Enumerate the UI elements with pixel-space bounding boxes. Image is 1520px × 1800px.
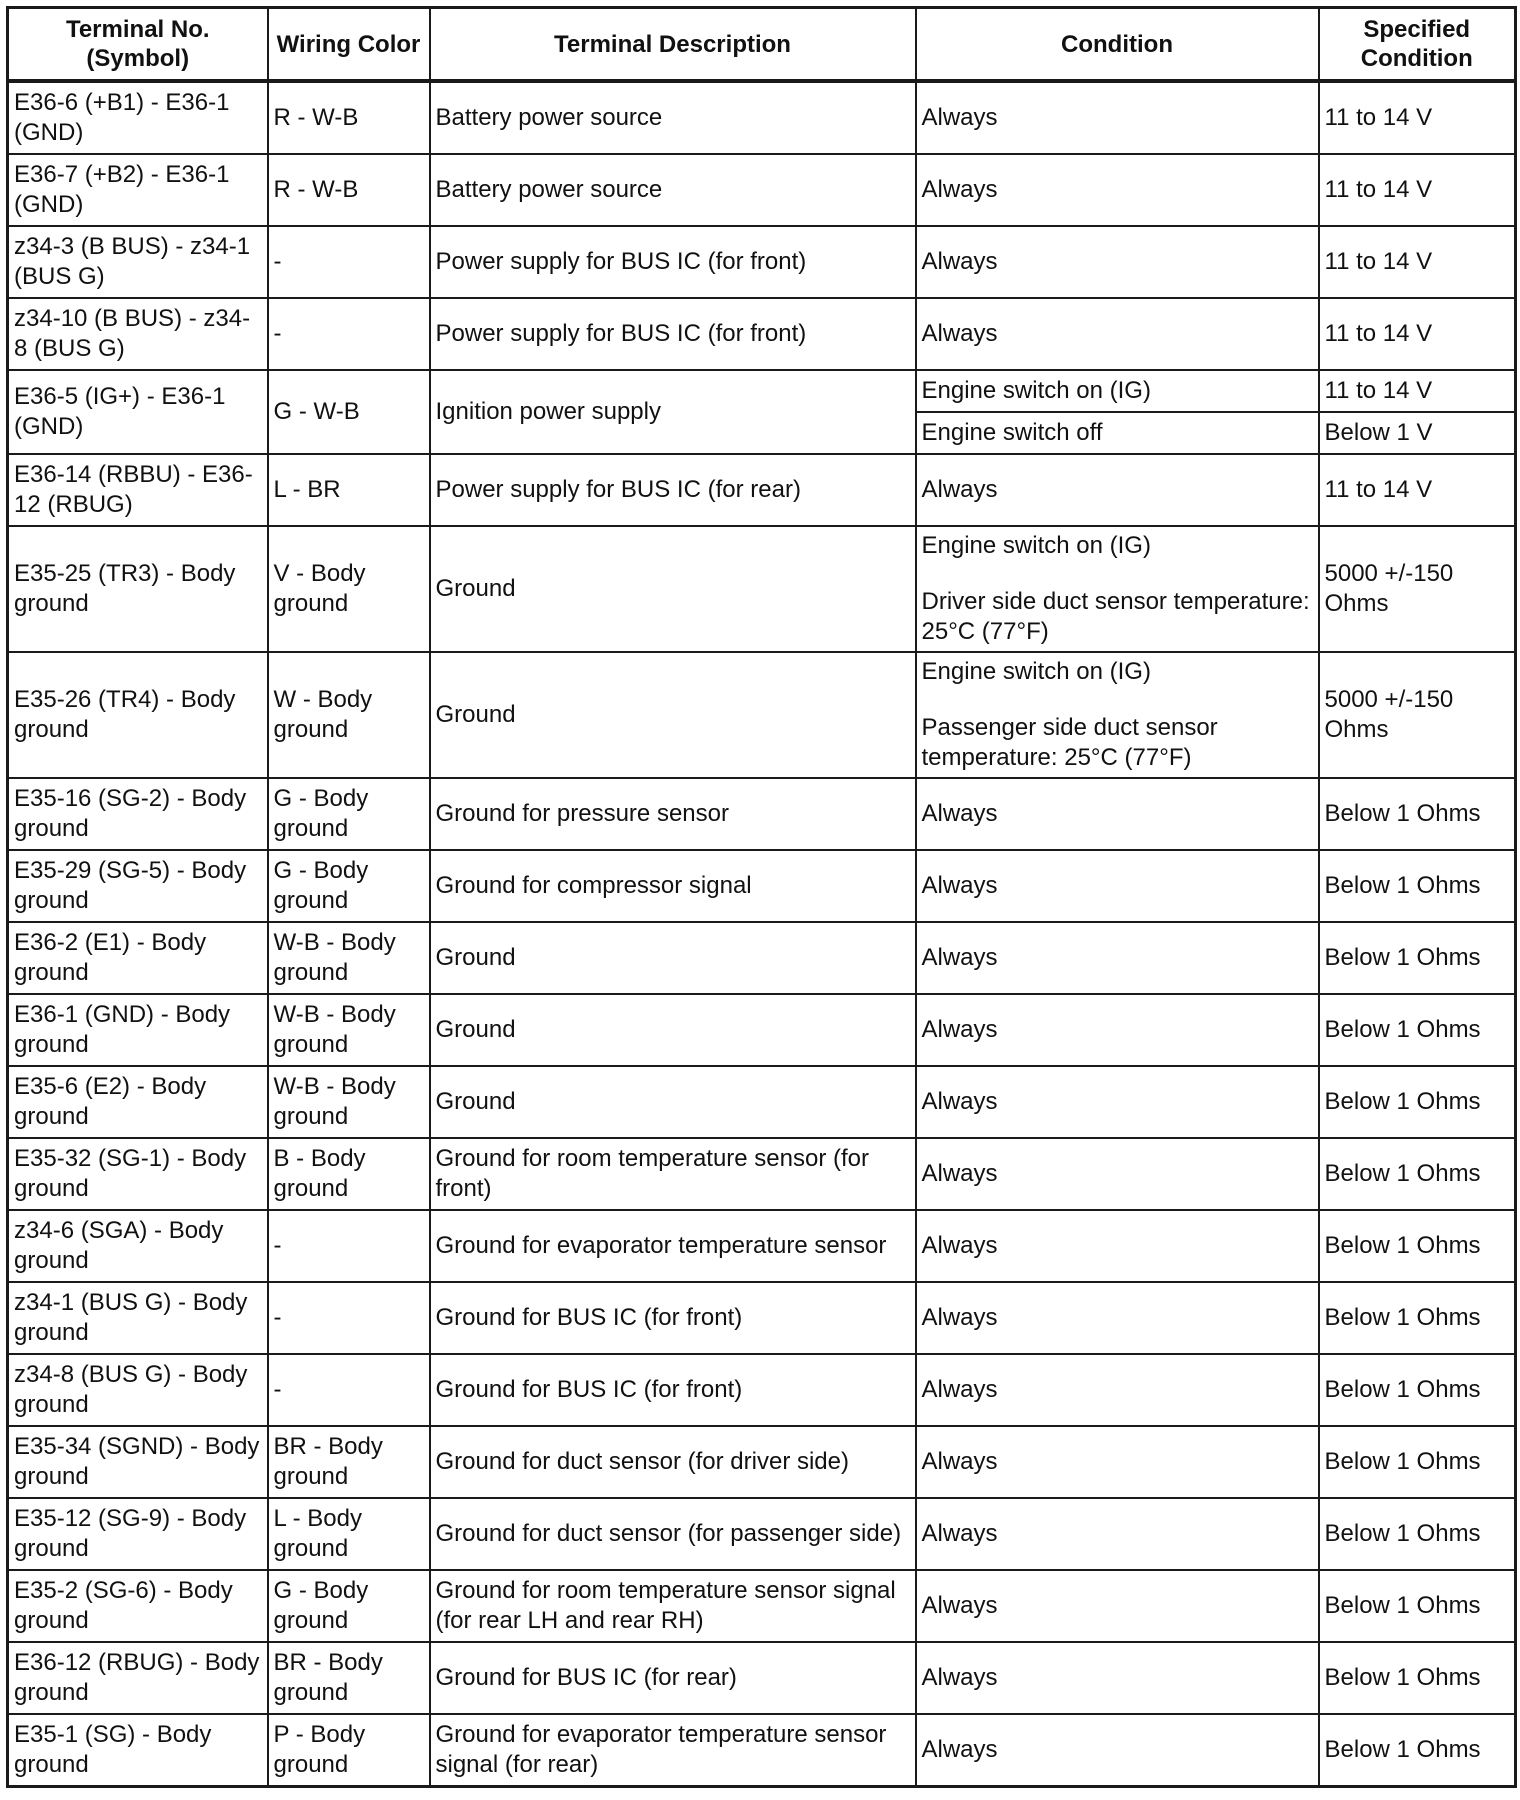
- terminal-cell: E35-16 (SG-2) - Body ground: [8, 778, 268, 850]
- specified-condition-cell: 11 to 14 V: [1319, 81, 1516, 154]
- table-row: [8, 1066, 1516, 1138]
- condition-line-1: Engine switch on (IG): [921, 658, 1151, 685]
- description-cell: Ground for BUS IC (for front): [430, 1354, 916, 1426]
- header-specified-condition: [1319, 8, 1516, 82]
- table-row: [8, 1426, 1516, 1498]
- description-cell: Ground: [430, 526, 916, 652]
- table-row: [8, 1354, 1516, 1426]
- table-row: [8, 850, 1516, 922]
- terminal-cell: z34-1 (BUS G) - Body ground: [8, 1282, 268, 1354]
- description-cell: Ground for BUS IC (for front): [430, 1282, 916, 1354]
- header-condition: Condition: [916, 8, 1319, 82]
- description-cell: Ground for duct sensor (for driver side): [430, 1426, 916, 1498]
- table-row: [8, 526, 1516, 652]
- condition-cell: Always: [916, 1138, 1319, 1210]
- condition-cell: Always: [916, 81, 1319, 154]
- table-row: [8, 154, 1516, 226]
- condition-cell: Always: [916, 1354, 1319, 1426]
- table-row: [8, 1642, 1516, 1714]
- terminal-cell: E36-5 (IG+) - E36-1 (GND): [8, 370, 268, 454]
- wiring-color-cell: W-B - Body ground: [268, 1066, 430, 1138]
- wiring-color-cell: BR - Body ground: [268, 1642, 430, 1714]
- condition-cell: Always: [916, 1714, 1319, 1787]
- table-row: [8, 81, 1516, 154]
- description-cell: Ground for room temperature sensor (for front): [430, 1138, 916, 1210]
- table-row: [8, 298, 1516, 370]
- specified-condition-cell: Below 1 Ohms: [1319, 922, 1516, 994]
- description-cell: Ground for pressure sensor: [430, 778, 916, 850]
- wiring-color-cell: -: [268, 226, 430, 298]
- description-cell: Ground for BUS IC (for rear): [430, 1642, 916, 1714]
- terminal-cell: E36-1 (GND) - Body ground: [8, 994, 268, 1066]
- terminal-cell: E36-7 (+B2) - E36-1 (GND): [8, 154, 268, 226]
- condition-cell: Always: [916, 1210, 1319, 1282]
- description-cell: Ground for evaporator temperature sensor: [430, 1210, 916, 1282]
- wiring-color-cell: R - W-B: [268, 154, 430, 226]
- condition-cell: Always: [916, 850, 1319, 922]
- header-terminal-description: Terminal Description: [430, 8, 916, 82]
- header-specified-line1: Specified: [1363, 16, 1471, 43]
- specified-condition-cell: Below 1 Ohms: [1319, 1354, 1516, 1426]
- terminal-cell: E35-34 (SGND) - Body ground: [8, 1426, 268, 1498]
- terminal-cell: E35-2 (SG-6) - Body ground: [8, 1570, 268, 1642]
- header-terminal-no: [8, 8, 268, 82]
- table-row: [8, 454, 1516, 526]
- condition-line-2: Passenger side duct sensor temperature: 25°C (77°F): [921, 714, 1218, 771]
- terminal-cell: E35-32 (SG-1) - Body ground: [8, 1138, 268, 1210]
- table-row: [8, 994, 1516, 1066]
- condition-cell: Always: [916, 154, 1319, 226]
- condition-line-1: Engine switch on (IG): [921, 532, 1151, 559]
- condition-cell: Always: [916, 1570, 1319, 1642]
- specified-condition-cell: Below 1 Ohms: [1319, 1282, 1516, 1354]
- specified-condition-cell: 5000 +/-150 Ohms: [1319, 652, 1516, 778]
- specified-condition-cell: Below 1 Ohms: [1319, 778, 1516, 850]
- table-header-row: [8, 8, 1516, 82]
- table-row: [8, 1498, 1516, 1570]
- description-cell: Battery power source: [430, 81, 916, 154]
- terminal-cell: E36-12 (RBUG) - Body ground: [8, 1642, 268, 1714]
- condition-cell: Always: [916, 226, 1319, 298]
- wiring-color-cell: P - Body ground: [268, 1714, 430, 1787]
- wiring-color-cell: G - Body ground: [268, 1570, 430, 1642]
- terminal-inspection-table: [6, 6, 1517, 1788]
- table-row: [8, 1210, 1516, 1282]
- wiring-color-cell: V - Body ground: [268, 526, 430, 652]
- description-cell: Ground: [430, 652, 916, 778]
- spacer: [922, 687, 1313, 713]
- condition-cell: [916, 526, 1319, 652]
- table-row: [8, 370, 1516, 412]
- terminal-cell: E36-6 (+B1) - E36-1 (GND): [8, 81, 268, 154]
- specified-condition-cell: Below 1 Ohms: [1319, 1498, 1516, 1570]
- table-row: [8, 922, 1516, 994]
- wiring-color-cell: -: [268, 1210, 430, 1282]
- wiring-color-cell: R - W-B: [268, 81, 430, 154]
- wiring-color-cell: W - Body ground: [268, 652, 430, 778]
- specified-condition-cell: 11 to 14 V: [1319, 226, 1516, 298]
- header-terminal-line1: Terminal No.: [65, 16, 210, 43]
- condition-cell: Always: [916, 1066, 1319, 1138]
- terminal-cell: E36-14 (RBBU) - E36-12 (RBUG): [8, 454, 268, 526]
- wiring-color-cell: -: [268, 298, 430, 370]
- wiring-color-cell: B - Body ground: [268, 1138, 430, 1210]
- wiring-color-cell: G - W-B: [268, 370, 430, 454]
- table-row: [8, 778, 1516, 850]
- description-cell: Ground for duct sensor (for passenger side): [430, 1498, 916, 1570]
- condition-cell: Engine switch on (IG): [916, 370, 1319, 412]
- terminal-cell: z34-6 (SGA) - Body ground: [8, 1210, 268, 1282]
- terminal-cell: E35-26 (TR4) - Body ground: [8, 652, 268, 778]
- table-row: [8, 652, 1516, 778]
- condition-cell: Always: [916, 922, 1319, 994]
- condition-cell: Always: [916, 994, 1319, 1066]
- specified-condition-cell: Below 1 Ohms: [1319, 1714, 1516, 1787]
- description-cell: Power supply for BUS IC (for rear): [430, 454, 916, 526]
- terminal-cell: E35-6 (E2) - Body ground: [8, 1066, 268, 1138]
- header-terminal-line2: (Symbol): [86, 45, 190, 72]
- description-cell: Ignition power supply: [430, 370, 916, 454]
- specified-condition-cell: Below 1 Ohms: [1319, 1642, 1516, 1714]
- wiring-color-cell: -: [268, 1282, 430, 1354]
- terminal-cell: z34-10 (B BUS) - z34-8 (BUS G): [8, 298, 268, 370]
- description-cell: Power supply for BUS IC (for front): [430, 298, 916, 370]
- specified-condition-cell: Below 1 Ohms: [1319, 1210, 1516, 1282]
- condition-cell: [916, 652, 1319, 778]
- condition-cell: Always: [916, 1498, 1319, 1570]
- specified-condition-cell: 11 to 14 V: [1319, 454, 1516, 526]
- condition-cell: Always: [916, 1426, 1319, 1498]
- wiring-color-cell: -: [268, 1354, 430, 1426]
- description-cell: Ground: [430, 1066, 916, 1138]
- header-wiring-color: Wiring Color: [268, 8, 430, 82]
- description-cell: Power supply for BUS IC (for front): [430, 226, 916, 298]
- description-cell: Ground: [430, 922, 916, 994]
- specified-condition-cell: 11 to 14 V: [1319, 298, 1516, 370]
- specified-condition-cell: 11 to 14 V: [1319, 154, 1516, 226]
- header-specified-line2: Condition: [1360, 45, 1473, 72]
- terminal-cell: E35-1 (SG) - Body ground: [8, 1714, 268, 1787]
- specified-condition-cell: Below 1 Ohms: [1319, 994, 1516, 1066]
- terminal-cell: E35-12 (SG-9) - Body ground: [8, 1498, 268, 1570]
- specified-condition-cell: 5000 +/-150 Ohms: [1319, 526, 1516, 652]
- wiring-color-cell: W-B - Body ground: [268, 922, 430, 994]
- specified-condition-cell: Below 1 Ohms: [1319, 1426, 1516, 1498]
- spacer: [922, 561, 1313, 587]
- condition-cell: Always: [916, 454, 1319, 526]
- wiring-color-cell: G - Body ground: [268, 778, 430, 850]
- specified-condition-cell: Below 1 V: [1319, 412, 1516, 454]
- terminal-cell: z34-3 (B BUS) - z34-1 (BUS G): [8, 226, 268, 298]
- description-cell: Battery power source: [430, 154, 916, 226]
- table-row: [8, 1138, 1516, 1210]
- table-row: [8, 226, 1516, 298]
- condition-cell: Always: [916, 298, 1319, 370]
- terminal-cell: E35-29 (SG-5) - Body ground: [8, 850, 268, 922]
- wiring-color-cell: BR - Body ground: [268, 1426, 430, 1498]
- terminal-inspection-table-container: [6, 6, 1514, 1788]
- description-cell: Ground for evaporator temperature sensor signal (for rear): [430, 1714, 916, 1787]
- terminal-cell: z34-8 (BUS G) - Body ground: [8, 1354, 268, 1426]
- wiring-color-cell: L - BR: [268, 454, 430, 526]
- specified-condition-cell: 11 to 14 V: [1319, 370, 1516, 412]
- table-row: [8, 1570, 1516, 1642]
- description-cell: Ground: [430, 994, 916, 1066]
- specified-condition-cell: Below 1 Ohms: [1319, 1138, 1516, 1210]
- table-row: [8, 1282, 1516, 1354]
- wiring-color-cell: G - Body ground: [268, 850, 430, 922]
- table-row: [8, 1714, 1516, 1787]
- condition-cell: Always: [916, 778, 1319, 850]
- terminal-cell: E35-25 (TR3) - Body ground: [8, 526, 268, 652]
- condition-cell: Always: [916, 1642, 1319, 1714]
- wiring-color-cell: L - Body ground: [268, 1498, 430, 1570]
- terminal-cell: E36-2 (E1) - Body ground: [8, 922, 268, 994]
- description-cell: Ground for compressor signal: [430, 850, 916, 922]
- condition-cell: Engine switch off: [916, 412, 1319, 454]
- condition-line-2: Driver side duct sensor temperature: 25°C (77°F): [921, 588, 1310, 645]
- specified-condition-cell: Below 1 Ohms: [1319, 850, 1516, 922]
- specified-condition-cell: Below 1 Ohms: [1319, 1570, 1516, 1642]
- specified-condition-cell: Below 1 Ohms: [1319, 1066, 1516, 1138]
- description-cell: Ground for room temperature sensor signal (for rear LH and rear RH): [430, 1570, 916, 1642]
- wiring-color-cell: W-B - Body ground: [268, 994, 430, 1066]
- condition-cell: Always: [916, 1282, 1319, 1354]
